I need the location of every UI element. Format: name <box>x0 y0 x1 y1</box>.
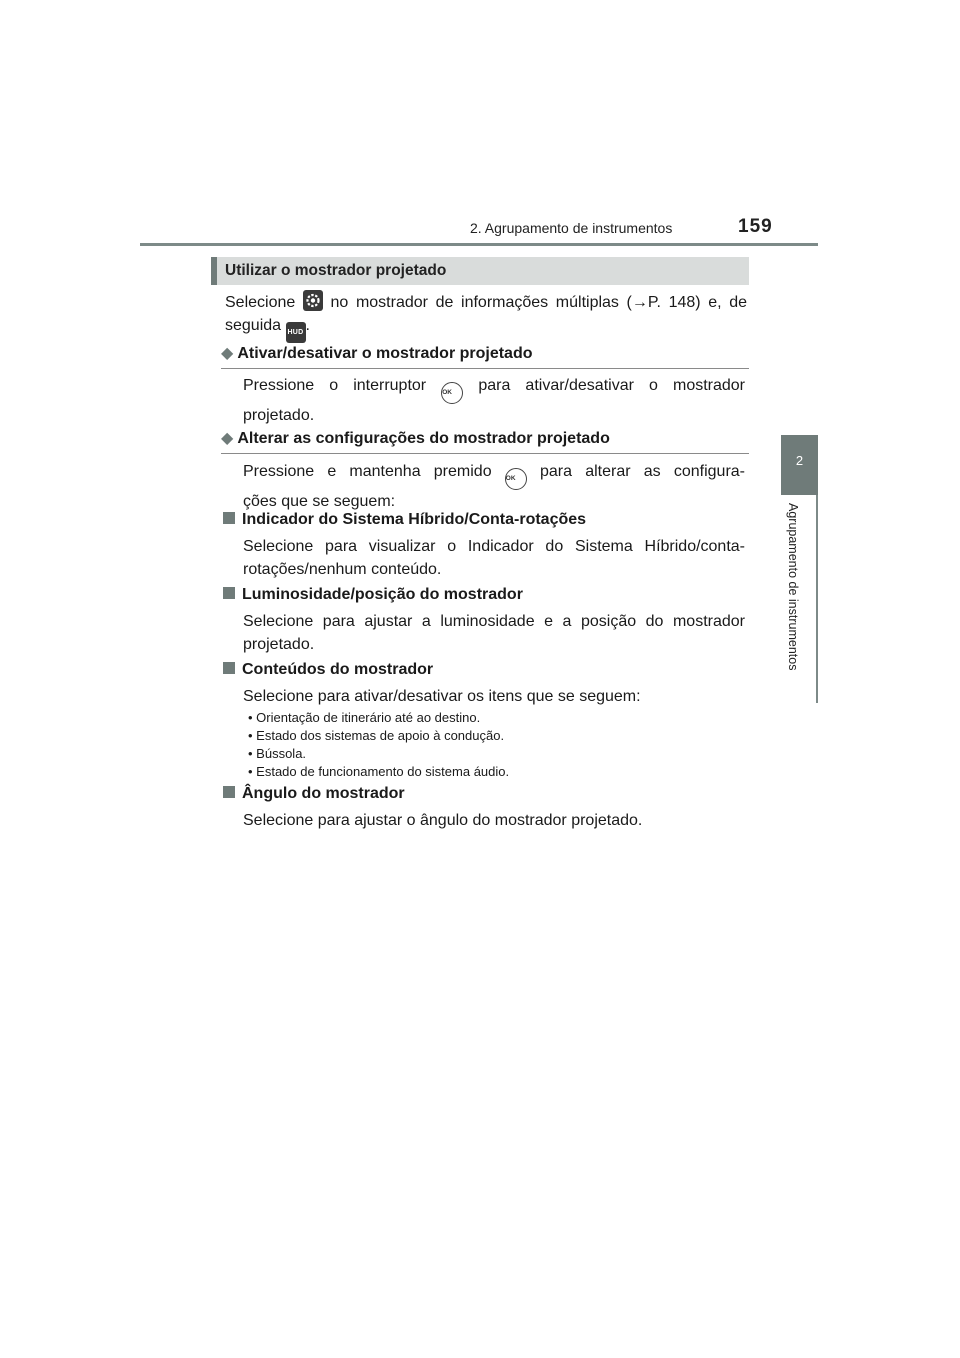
toggle-paragraph <box>243 374 745 427</box>
diamond-icon: ◆ <box>221 430 234 447</box>
square-bullet-icon <box>223 662 235 674</box>
paragraph-text: ções que se seguem: <box>243 493 396 510</box>
chapter-number: 2 <box>795 453 804 468</box>
list-item: • Bússola. <box>248 745 509 763</box>
intro-paragraph <box>225 290 747 343</box>
subsection-heading-toggle <box>221 344 749 369</box>
item-heading <box>223 510 586 530</box>
chapter-tab <box>781 435 818 495</box>
intro-text: no mostrador de informações múltiplas ( <box>330 294 632 311</box>
section-title: Utilizar o mostrador projetado <box>211 257 749 285</box>
chapter-label: Agrupamento de instrumentos <box>786 503 800 671</box>
item-heading <box>223 660 433 680</box>
list-item: • Orientação de itinerário até ao destino. <box>248 709 509 727</box>
item-paragraph <box>243 685 745 708</box>
subsection-heading-settings <box>221 429 749 454</box>
item-heading-text: Indicador do Sistema Híbrido/Conta-rotações <box>242 511 587 528</box>
intro-text: seguida <box>225 317 282 334</box>
item-paragraph <box>243 535 745 581</box>
settings-line-1 <box>243 460 745 490</box>
page-number: 159 <box>738 216 773 237</box>
square-bullet-icon <box>223 786 235 798</box>
running-header: 2. Agrupamento de instrumentos <box>470 220 673 236</box>
paragraph-text: Pressione o interruptor <box>243 377 427 394</box>
item-heading-text: Ângulo do mostrador <box>242 785 405 802</box>
chapter-tab-line <box>816 495 818 703</box>
intro-text: Selecione <box>225 294 296 311</box>
settings-paragraph <box>243 460 745 513</box>
gear-icon <box>303 290 323 311</box>
item-heading <box>223 585 523 605</box>
header-rule <box>140 243 818 246</box>
paragraph-text: Selecione para ativar/desativar os itens que se seguem: <box>243 688 641 705</box>
paragraph-text: Pressione e mantenha premido <box>243 463 492 480</box>
intro-line-2 <box>225 314 747 343</box>
paragraph-text: para alterar as configura- <box>540 463 745 480</box>
intro-text: . <box>305 317 310 334</box>
paragraph-text: Selecione para ajustar a luminosidade e a posição do mostrador <box>243 613 745 630</box>
item-heading <box>223 784 405 804</box>
intro-text: P. 148) e, de <box>647 294 747 311</box>
square-bullet-icon <box>223 512 235 524</box>
subsection-heading-text: Alterar as configurações do mostrador projetado <box>237 430 610 447</box>
paragraph-text: Selecione para visualizar o Indicador do Sistema Híbrido/conta- <box>243 538 745 555</box>
square-bullet-icon <box>223 587 235 599</box>
subsection-heading-text: Ativar/desativar o mostrador projetado <box>237 345 533 362</box>
hud-icon: HUD <box>286 322 306 343</box>
intro-line-1 <box>225 290 747 314</box>
arrow-icon: → <box>631 294 648 311</box>
paragraph-text: projetado. <box>243 636 315 653</box>
ok-switch-icon: OK <box>505 468 527 490</box>
item-paragraph <box>243 809 745 832</box>
ok-switch-icon: OK <box>441 382 463 404</box>
paragraph-text: projetado. <box>243 407 315 424</box>
toggle-line-1 <box>243 374 745 404</box>
list-item: • Estado dos sistemas de apoio à condução. <box>248 727 509 745</box>
paragraph-text: para ativar/desativar o mostrador <box>478 377 746 394</box>
item-paragraph <box>243 610 745 656</box>
diamond-icon: ◆ <box>221 345 234 362</box>
item-heading-text: Conteúdos do mostrador <box>242 661 434 678</box>
item-heading-text: Luminosidade/posição do mostrador <box>242 586 523 603</box>
paragraph-text: Selecione para ajustar o ângulo do mostrador projetado. <box>243 812 643 829</box>
paragraph-text: rotações/nenhum conteúdo. <box>243 561 442 578</box>
list-item: • Estado de funcionamento do sistema áudio. <box>248 763 509 781</box>
display-contents-list <box>248 709 509 781</box>
